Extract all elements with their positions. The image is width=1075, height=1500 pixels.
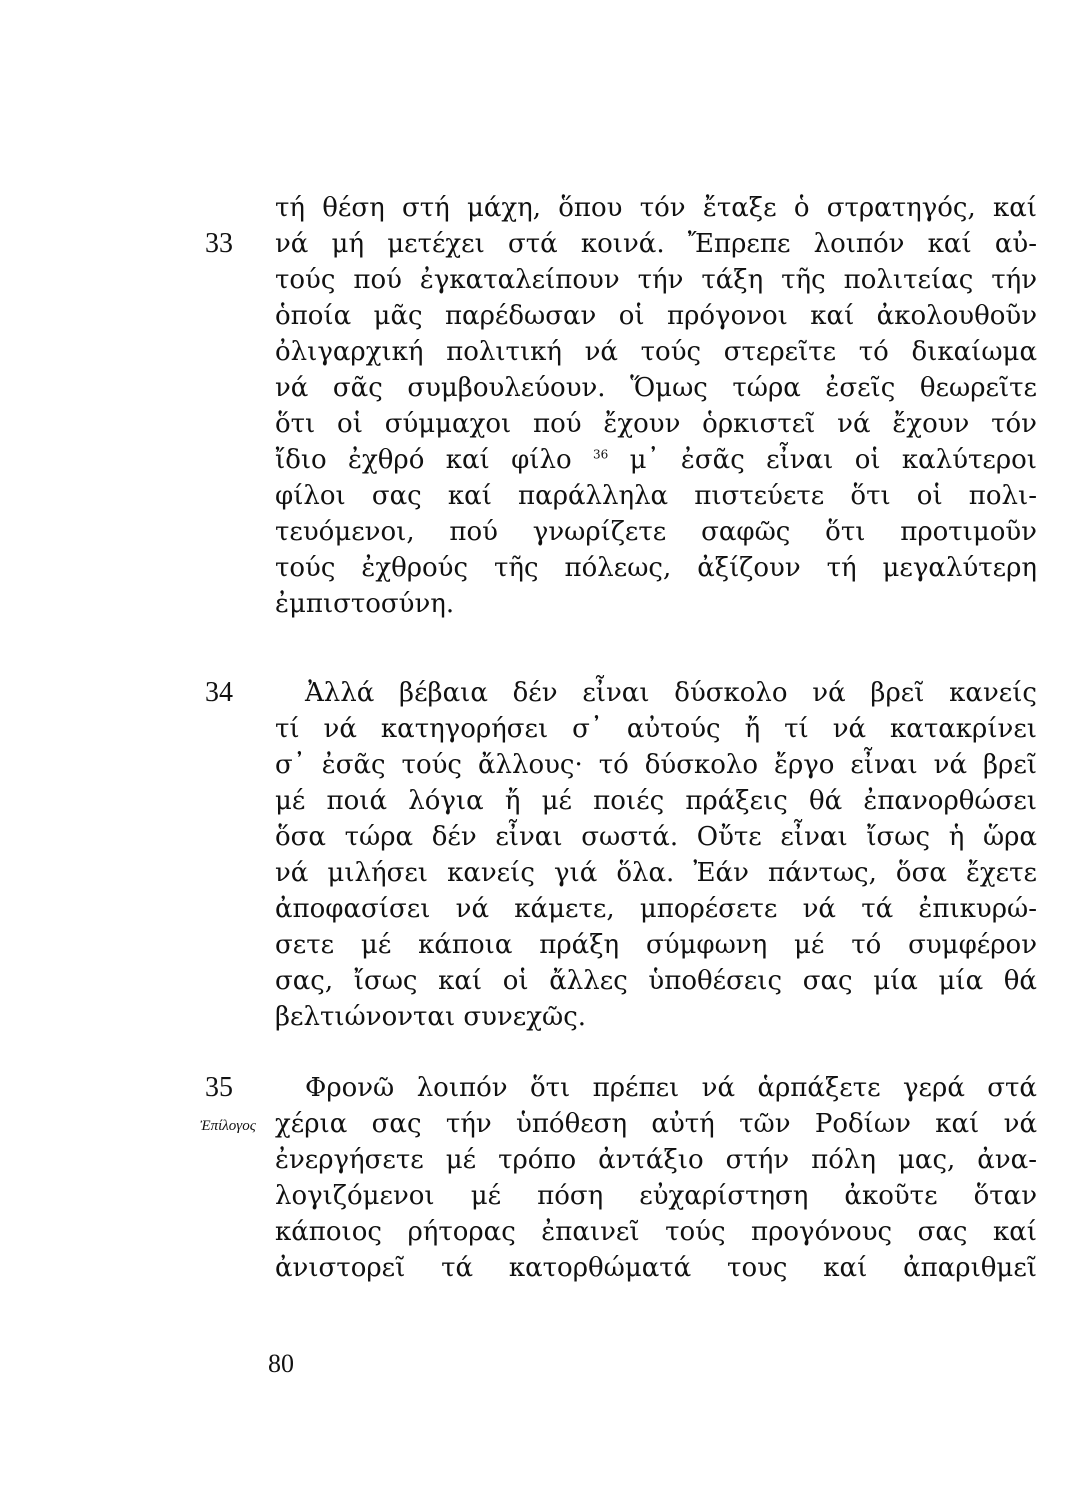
margin-label-epilogue: Ἐπίλογος — [200, 1118, 256, 1134]
text-segment: μ᾽ ἐσᾶς εἶναι οἱ καλύτεροι — [629, 445, 1038, 475]
text-line: σετε μέ κάποια πράξη σύμφωνη μέ τό συμφέρον — [275, 930, 1037, 960]
text-line: χέρια σας τήν ὑπόθεση αὐτή τῶν Ροδίων καί νά — [275, 1109, 1037, 1139]
text-line: ἐνεργήσετε μέ τρόπο ἀντάξιο στήν πόλη μας, ἀνα- — [275, 1145, 1037, 1175]
text-segment: ἴδιο ἐχθρό καί φίλο — [275, 445, 572, 475]
text-line: ἀνιστορεῖ τά κατορθώματά τους καί ἀπαριθμεῖ — [275, 1253, 1037, 1283]
section-number-34: 34 — [205, 677, 233, 708]
text-line: φίλοι σας καί παράλληλα πιστεύετε ὅτι οἱ πολι- — [275, 481, 1037, 511]
text-line: βελτιώνονται συνεχῶς. — [275, 1002, 587, 1032]
text-line: ὁποία μᾶς παρέδωσαν οἱ πρόγονοι καί ἀκολουθοῦν — [275, 301, 1037, 331]
text-line: τί νά κατηγορήσει σ᾽ αὐτούς ἤ τί νά κατακρίνει — [275, 714, 1037, 744]
text-line: μέ ποιά λόγια ἤ μέ ποιές πράξεις θά ἐπανορθώσει — [275, 786, 1037, 816]
text-line: ἀποφασίσει νά κάμετε, μπορέσετε νά τά ἐπικυρώ- — [275, 894, 1037, 924]
text-line-with-footnote — [275, 442, 1037, 478]
text-line: ὅσα τώρα δέν εἶναι σωστά. Οὔτε εἶναι ἴσως ἡ ὥρα — [275, 822, 1037, 852]
text-line: τούς πού ἐγκαταλείπουν τήν τάξη τῆς πολιτείας τήν — [275, 265, 1037, 295]
text-line: τή θέση στή μάχη, ὅπου τόν ἔταξε ὁ στρατηγός, καί — [275, 193, 1037, 223]
text-line: νά μιλήσει κανείς γιά ὅλα. Ἐάν πάντως, ὅσα ἔχετε — [275, 858, 1037, 888]
text-line: κάποιος ρήτορας ἐπαινεῖ τούς προγόνους σας καί — [275, 1217, 1037, 1247]
section-number-33: 33 — [205, 228, 233, 259]
text-line: σ᾽ ἐσᾶς τούς ἄλλους· τό δύσκολο ἔργο εἶναι νά βρεῖ — [275, 750, 1037, 780]
text-line: ὀλιγαρχική πολιτική νά τούς στερεῖτε τό δικαίωμα — [275, 337, 1037, 367]
text-line: Ἀλλά βέβαια δέν εἶναι δύσκολο νά βρεῖ κανείς — [305, 678, 1037, 708]
text-line: νά μή μετέχει στά κοινά. Ἔπρεπε λοιπόν καί αὐ- — [275, 229, 1037, 259]
text-line: τευόμενοι, πού γνωρίζετε σαφῶς ὅτι προτιμοῦν — [275, 517, 1037, 547]
text-line: νά σᾶς συμβουλεύουν. Ὅμως τώρα ἐσεῖς θεωρεῖτε — [275, 373, 1037, 403]
text-line: ἐμπιστοσύνη. — [275, 589, 455, 619]
text-line: ὅτι οἱ σύμμαχοι πού ἔχουν ὁρκιστεῖ νά ἔχουν τόν — [275, 409, 1037, 439]
text-line: λογιζόμενοι μέ πόση εὐχαρίστηση ἀκοῦτε ὅταν — [275, 1181, 1037, 1211]
text-line: σας, ἴσως καί οἱ ἄλλες ὑποθέσεις σας μία μία θά — [275, 966, 1037, 996]
text-line: Φρονῶ λοιπόν ὅτι πρέπει νά ἁρπάξετε γερά στά — [305, 1073, 1037, 1103]
text-line: τούς ἐχθρούς τῆς πόλεως, ἀξίζουν τή μεγαλύτερη — [275, 553, 1037, 583]
section-number-35: 35 — [205, 1072, 233, 1103]
footnote-marker: 36 — [593, 447, 609, 462]
page-number: 80 — [268, 1349, 294, 1378]
